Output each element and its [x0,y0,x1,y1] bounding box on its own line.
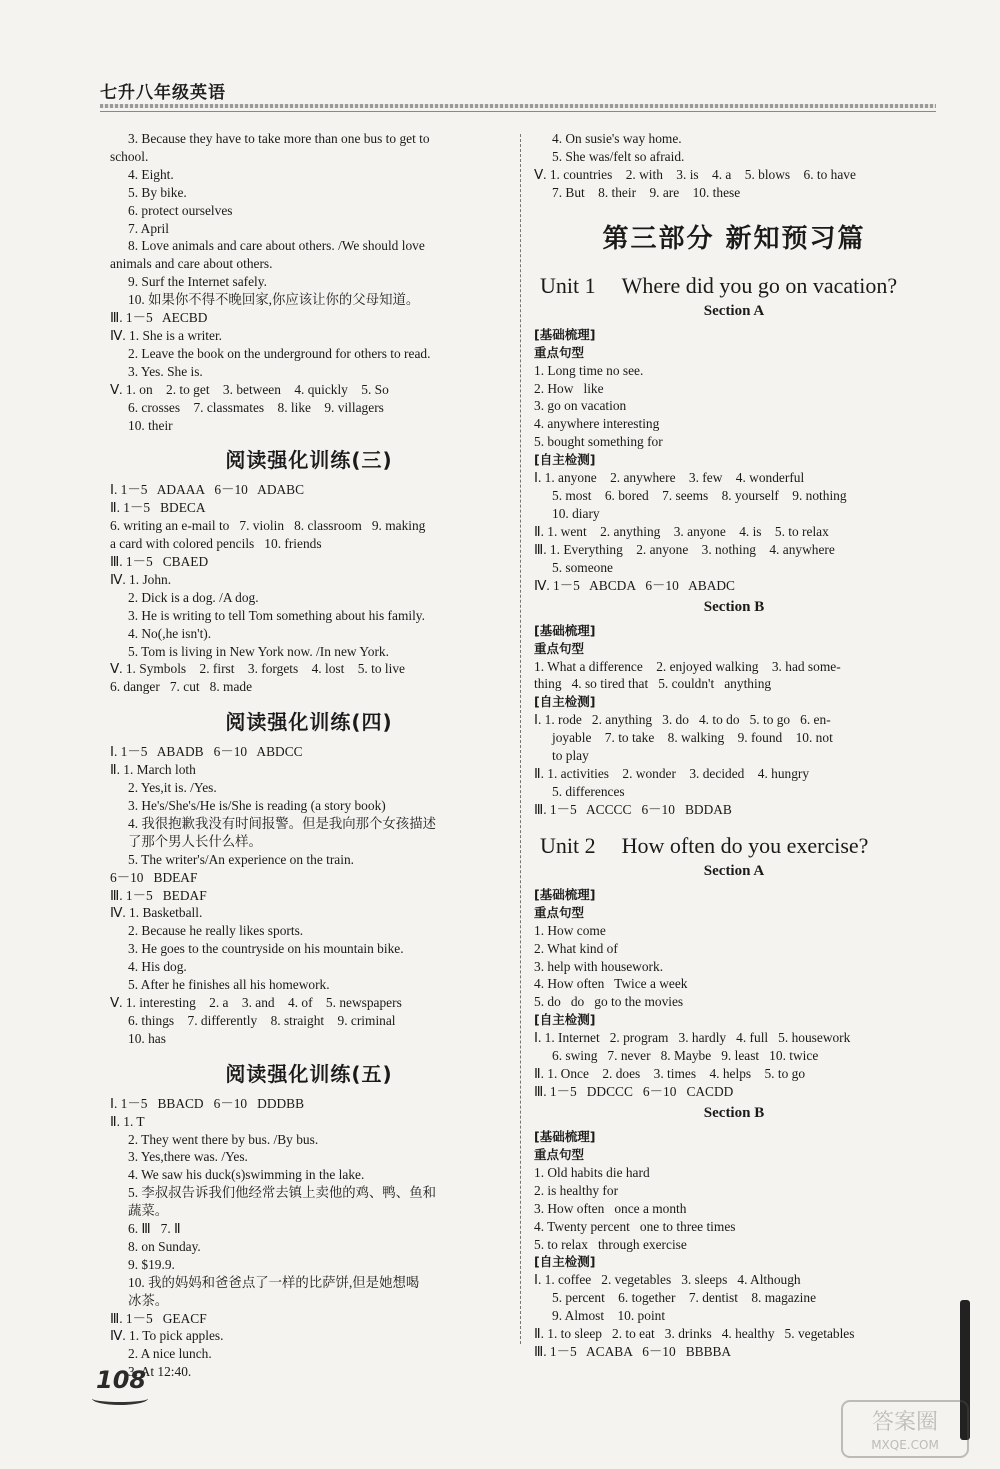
answer-line: 3. He's/She's/He is/She is reading (a story book) [128,798,386,813]
answer-line: to play [552,748,589,764]
answer-line: Ⅲ. 1－5 DDCCC 6－10 CACDD [534,1084,734,1099]
answer-line: 9. $19.9. [128,1256,175,1272]
answer-line: Ⅱ. 1. to sleep 2. to eat 3. drinks 4. healthy 5. vegetables [534,1326,855,1342]
answer-line: 6. Ⅲ 7. Ⅱ [128,1221,181,1237]
unit-title-text: Where did you go on vacation? [621,272,898,298]
unit-number: Unit 1 [540,272,596,298]
answer-line: 了那个男人长什么样。 [128,833,262,849]
answer-line: Ⅱ. 1. March loth [110,762,196,778]
section-subheading: Section A [703,302,765,319]
answer-line: Ⅰ. 1. coffee 2. vegetables 3. sleeps 4. Although [534,1272,801,1288]
header-rule-hatched [100,104,936,108]
answer-line: 5. By bike. [128,184,187,200]
answer-line: 2. They went there by bus. /By bus. [128,1131,319,1147]
answer-line: 10. their [128,417,173,433]
answer-line: 1. What a difference 2. enjoyed walking 3. had some- [534,658,841,674]
answer-line: 10. has [128,1030,166,1046]
category-label: [基础梳理] [534,622,596,638]
answer-line: 4. We saw his duck(s)swimming in the lake. [128,1167,365,1183]
category-label: [自主检测] [534,452,596,468]
answer-line: 4. On susie's way home. [552,131,682,146]
answer-line: Ⅲ. 1. Everything 2. anyone 3. nothing 4. anywhere [534,541,835,557]
answer-line: 3. help with housework. [534,958,664,974]
answer-line: 2. Because he really likes sports. [128,923,304,939]
category-label: [自主检测] [534,694,596,710]
category-label: 重点句型 [534,904,585,920]
answer-line: 5. differences [552,783,625,799]
answer-line: joyable 7. to take 8. walking 9. found 10. not [552,730,833,746]
answer-line: 5. do do go to the movies [534,994,684,1010]
section-subheading: Section B [703,1104,765,1121]
answer-line: 4. No(,he isn't). [128,625,212,641]
answer-line: 10. 我的妈妈和爸爸点了一样的比萨饼,但是她想喝 [128,1274,420,1290]
answer-line: 2. What kind of [534,940,618,956]
section-heading: 阅读强化训练(三) [225,448,393,473]
answer-line: 2. How like [534,380,604,396]
answer-line: Ⅰ. 1. Internet 2. program 3. hardly 4. full 5. housework [534,1030,851,1046]
section-heading: 阅读强化训练(四) [225,710,393,735]
answer-line: 8. Love animals and care about others. /We should love [128,238,425,254]
answer-line: 3. Yes. She is. [128,363,203,379]
answer-line: 4. How often Twice a week [534,976,688,992]
answer-line: 5. bought something for [534,434,663,450]
answer-line: 6. danger 7. cut 8. made [110,679,253,695]
answer-line: 3. Yes,there was. /Yes. [128,1149,248,1165]
right-column [534,130,934,1361]
answer-line: Ⅴ. 1. Symbols 2. first 3. forgets 4. lost 5. to live [110,661,405,677]
category-label: [基础梳理] [534,886,596,902]
answer-line: Ⅴ. 1. on 2. to get 3. between 4. quickly 5. So [110,381,389,397]
section-heading: 阅读强化训练(五) [225,1061,393,1086]
section-subheading: Section A [703,862,765,879]
answer-line: 3. go on vacation [534,398,627,414]
answer-line: 5. to relax through exercise [534,1236,687,1252]
answer-line: Ⅰ. 1－5 BBACD 6－10 DDDBB [110,1095,305,1111]
answer-line: Ⅲ. 1－5 ACCCC 6－10 BDDAB [534,801,732,817]
answer-line: 6－10 BDEAF [110,869,198,885]
answer-line: 9. Surf the Internet safely. [128,274,267,290]
answer-line: 10. diary [552,505,600,521]
category-label: [基础梳理] [534,326,596,342]
answer-line: Ⅱ. 1. Once 2. does 3. times 4. helps 5. to go [534,1066,806,1082]
answer-line: 7. April [128,220,169,236]
open-book-icon [92,1392,148,1405]
answer-line: 6. swing 7. never 8. Maybe 9. least 10. twice [552,1048,819,1064]
answer-line: 7. But 8. their 9. are 10. these [552,184,741,200]
answer-line: Ⅳ. 1－5 ABCDA 6－10 ABADC [534,577,735,593]
answer-line: 9. Almost 10. point [552,1308,666,1324]
answer-line: 4. anywhere interesting [534,416,660,432]
unit-title-text: How often do you exercise? [621,832,869,858]
answer-line: 1. Long time no see. [534,362,644,378]
watermark-icon [840,1399,970,1459]
category-label: [自主检测] [534,1254,596,1270]
category-label: [基础梳理] [534,1128,596,1144]
answer-line: 2. is healthy for [534,1182,619,1198]
category-label: 重点句型 [534,640,585,656]
answer-line: Ⅴ. 1. interesting 2. a 3. and 4. of 5. newspapers [110,994,402,1010]
answer-line: Ⅰ. 1－5 ABADB 6－10 ABDCC [110,744,303,760]
answer-line: 4. Eight. [128,166,174,182]
answer-line: Ⅲ. 1－5 CBAED [110,554,209,570]
answer-line: Ⅳ. 1. Basketball. [110,905,203,921]
answer-line: 6. writing an e-mail to 7. violin 8. classroom 9. making [110,518,426,534]
answer-line: Ⅰ. 1. rode 2. anything 3. do 4. to do 5. to go 6. en- [534,712,831,728]
answer-line: Ⅰ. 1－5 ADAAA 6－10 ADABC [110,482,305,498]
category-label: 重点句型 [534,344,585,360]
answer-line: school. [110,148,149,164]
answer-line: 5. most 6. bored 7. seems 8. yourself 9. nothing [552,488,847,504]
answer-line: 5. The writer's/An experience on the train. [128,851,355,867]
answer-line: 8. on Sunday. [128,1238,201,1254]
answer-line: Ⅲ. 1－5 BEDAF [110,887,207,903]
answer-line: 1. How come [534,922,606,938]
answer-line: Ⅱ. 1－5 BDECA [110,500,206,516]
answer-line: a card with colored pencils 10. friends [110,536,322,552]
watermark-logo [840,1399,970,1459]
header-rule [100,111,936,112]
answer-line: Ⅰ. 1. anyone 2. anywhere 3. few 4. wonderful [534,470,805,486]
unit-heading [540,833,934,859]
column-divider [520,134,521,1344]
category-label: [自主检测] [534,1012,596,1028]
answer-line: 10. 如果你不得不晚回家,你应该让你的父母知道。 [128,292,420,308]
answer-line: 2. A nice lunch. [128,1346,212,1362]
answer-line: 6. protect ourselves [128,202,233,218]
answer-line: 4. Twenty percent one to three times [534,1218,736,1234]
answer-line: 5. She was/felt so afraid. [552,148,685,164]
answer-line: 冰茶。 [128,1292,169,1308]
answer-line: Ⅳ. 1. She is a writer. [110,327,223,343]
answer-line: 5. 李叔叔告诉我们他经常去镇上卖他的鸡、鸭、鱼和 [128,1185,436,1201]
answer-line: 3. He is writing to tell Tom something about his family. [128,607,425,623]
answer-line: 5. percent 6. together 7. dentist 8. magazine [552,1290,817,1306]
answer-line: 2. Dick is a dog. /A dog. [128,589,259,605]
answer-line: 6. crosses 7. classmates 8. like 9. villagers [128,399,384,415]
running-header: 七升八年级英语 [100,83,226,103]
answer-line: Ⅳ. 1. To pick apples. [110,1328,224,1344]
answer-line: 2. Yes,it is. /Yes. [128,780,217,796]
page-number: 108 [96,1366,147,1394]
unit-number: Unit 2 [540,832,596,858]
answer-line: 蔬菜。 [128,1203,169,1219]
answer-line: Ⅳ. 1. John. [110,571,172,587]
watermark-subtext: MXQE.COM [871,1438,939,1452]
answer-line: Ⅴ. 1. countries 2. with 3. is 4. a 5. blows 6. to have [534,166,856,182]
answer-line: animals and care about others. [110,256,273,272]
answer-line: 3. Because they have to take more than one bus to get to [128,131,430,146]
answer-line: Ⅲ. 1－5 GEACF [110,1310,207,1326]
answer-line: 2. Leave the book on the underground for others to read. [128,345,431,361]
left-column [110,130,508,1381]
answer-line: 3. He goes to the countryside on his mountain bike. [128,941,404,957]
answer-line: 5. After he finishes all his homework. [128,977,330,993]
answer-line: thing 4. so tired that 5. couldn't anything [534,676,772,692]
answer-line: 4. His dog. [128,959,187,975]
answer-line: 3. At 12:40. [128,1364,192,1380]
answer-line: 6. things 7. differently 8. straight 9. criminal [128,1012,396,1028]
answer-line: Ⅱ. 1. T [110,1113,145,1129]
watermark-text: 答案圈 [871,1410,939,1435]
answer-line: Ⅲ. 1－5 AECBD [110,310,208,326]
unit-heading [540,273,934,299]
answer-line: Ⅱ. 1. went 2. anything 3. anyone 4. is 5. to relax [534,523,829,539]
answer-line: 3. How often once a month [534,1200,687,1216]
answer-line: 4. 我很抱歉我没有时间报警。但是我向那个女孩描述 [128,815,436,831]
part-heading: 第三部分 新知预习篇 [602,223,866,254]
category-label: 重点句型 [534,1146,585,1162]
answer-line: 1. Old habits die hard [534,1164,650,1180]
answer-line: 5. Tom is living in New York now. /In new York. [128,643,389,659]
section-subheading: Section B [703,598,765,615]
answer-line: Ⅱ. 1. activities 2. wonder 3. decided 4. hungry [534,766,810,782]
answer-line: Ⅲ. 1－5 ACABA 6－10 BBBBA [534,1344,732,1360]
answer-line: 5. someone [552,559,613,575]
